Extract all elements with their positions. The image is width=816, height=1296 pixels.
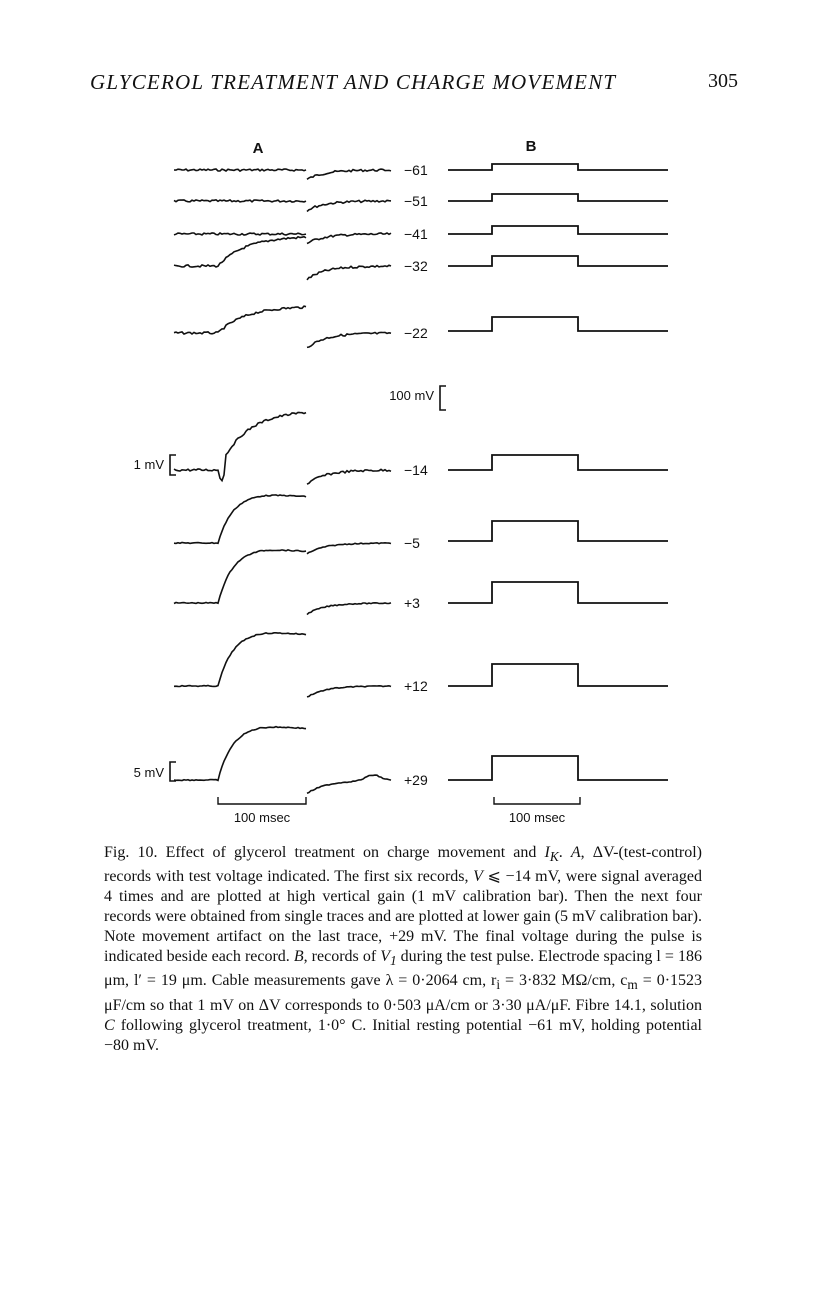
- trace-b: [448, 194, 668, 201]
- trace-b: [448, 226, 668, 234]
- trace-a-on: [174, 233, 306, 235]
- caption-text: , ΔV-(test-control) records with test voltage indicated. The first six records,: [104, 844, 703, 886]
- voltage-label: −32: [404, 258, 428, 274]
- caption-v1: $V_1$: [380, 948, 397, 969]
- trace-b: [448, 317, 668, 331]
- trace-a-off: [307, 603, 391, 615]
- caption-text: during the test pulse. Electrode spacing l = 186 μm, l′ = 19 μm. Cable measurements gave λ = 0·2064 cm, r: [104, 948, 702, 990]
- figure-caption: [104, 843, 702, 1056]
- time-label-a: 100 msec: [233, 810, 291, 825]
- running-title: GLYCEROL TREATMENT AND CHARGE MOVEMENT: [90, 70, 617, 94]
- voltage-label: −41: [404, 226, 428, 242]
- trace-a-on: [174, 237, 306, 267]
- trace-a-on: [174, 200, 306, 202]
- trace-a-off: [307, 686, 391, 697]
- trace-a-on: [174, 550, 306, 604]
- trace-a-off: [307, 543, 391, 554]
- calibration-label-100mv: 100 mV: [389, 388, 434, 403]
- trace-b: [448, 164, 668, 170]
- caption-panel-a: A: [570, 844, 581, 861]
- calibration-5mv: [134, 762, 176, 781]
- calibration-bar-5mv: [170, 762, 176, 781]
- page-number: 305: [708, 70, 738, 92]
- time-label-b: 100 msec: [508, 810, 566, 825]
- caption-text: ⩽ −14 mV, were signal averaged 4 times and are plotted at high vertical gain (1 mV calibration bar). Then the next four records were obtained from single traces and are plotted at lower gain (5 mV calibration bar). Note movement artifact on the last trace, +29 mV. The final voltage during the pulse is indicated beside each record.: [104, 868, 702, 966]
- trace-a-off: [307, 265, 391, 280]
- trace-a-off: [307, 775, 391, 793]
- trace-a-off: [307, 200, 391, 211]
- time-bar-b: [494, 797, 580, 804]
- voltage-label: +29: [404, 772, 428, 788]
- voltage-labels: [404, 162, 428, 788]
- panel-b-label: B: [525, 138, 537, 155]
- caption-text: , records of: [303, 948, 381, 966]
- voltage-label: −14: [404, 462, 428, 478]
- trace-b: [448, 582, 668, 603]
- trace-a-on: [174, 306, 306, 334]
- trace-a-off: [307, 169, 391, 179]
- calibration-100mv: [389, 386, 446, 410]
- caption-sub: m: [627, 977, 638, 993]
- time-calibration-a: [218, 797, 306, 825]
- trace-b: [448, 455, 668, 470]
- trace-a-off: [307, 469, 391, 484]
- calibration-bar-100mv: [440, 386, 446, 410]
- voltage-label: −61: [404, 162, 428, 178]
- trace-b: [448, 664, 668, 686]
- trace-b: [448, 256, 668, 266]
- trace-a-on: [174, 412, 306, 480]
- trace-a-on: [174, 633, 306, 687]
- calibration-bar-1mv: [170, 455, 176, 475]
- trace-b: [448, 756, 668, 780]
- panel-a-label: A: [252, 140, 264, 157]
- trace-a-off: [307, 332, 391, 347]
- voltage-label: +12: [404, 678, 428, 694]
- time-calibration-b: [494, 797, 580, 825]
- caption-sub: i: [496, 977, 501, 993]
- voltage-label: −51: [404, 193, 428, 209]
- caption-panel-b: B: [293, 948, 304, 966]
- calibration-label-5mv: 5 mV: [133, 765, 164, 780]
- caption-text: Fig. 10. Effect of glycerol treatment on charge movement and: [104, 844, 545, 861]
- caption-v-symbol: V: [473, 868, 483, 886]
- caption-text: following glycerol treatment, 1·0° C. Initial resting potential −61 mV, holding potential −80 mV.: [104, 1016, 702, 1054]
- caption-text: .: [558, 844, 571, 861]
- time-bar-a: [218, 797, 306, 804]
- trace-a-off: [307, 233, 391, 244]
- caption-text: = 3·832 MΩ/cm, c: [500, 972, 628, 990]
- caption-ik: $I_K$: [544, 844, 559, 865]
- panel-b-traces: [448, 164, 668, 780]
- voltage-label: −22: [404, 325, 428, 341]
- caption-text: = 0·1523 μF/cm so that 1 mV on ΔV corresponds to 0·503 μA/cm or 3·30 μA/μF. Fibre 14.1, solution: [104, 972, 703, 1014]
- caption-solution: C: [104, 1016, 115, 1034]
- trace-a-on: [174, 169, 306, 171]
- panel-a-traces: [174, 169, 391, 793]
- trace-a-on: [174, 495, 306, 544]
- trace-a-on: [174, 727, 306, 781]
- voltage-label: −5: [404, 535, 420, 551]
- calibration-1mv: [134, 455, 176, 475]
- trace-b: [448, 521, 668, 541]
- calibration-label-1mv: 1 mV: [133, 457, 164, 472]
- voltage-label: +3: [404, 595, 420, 611]
